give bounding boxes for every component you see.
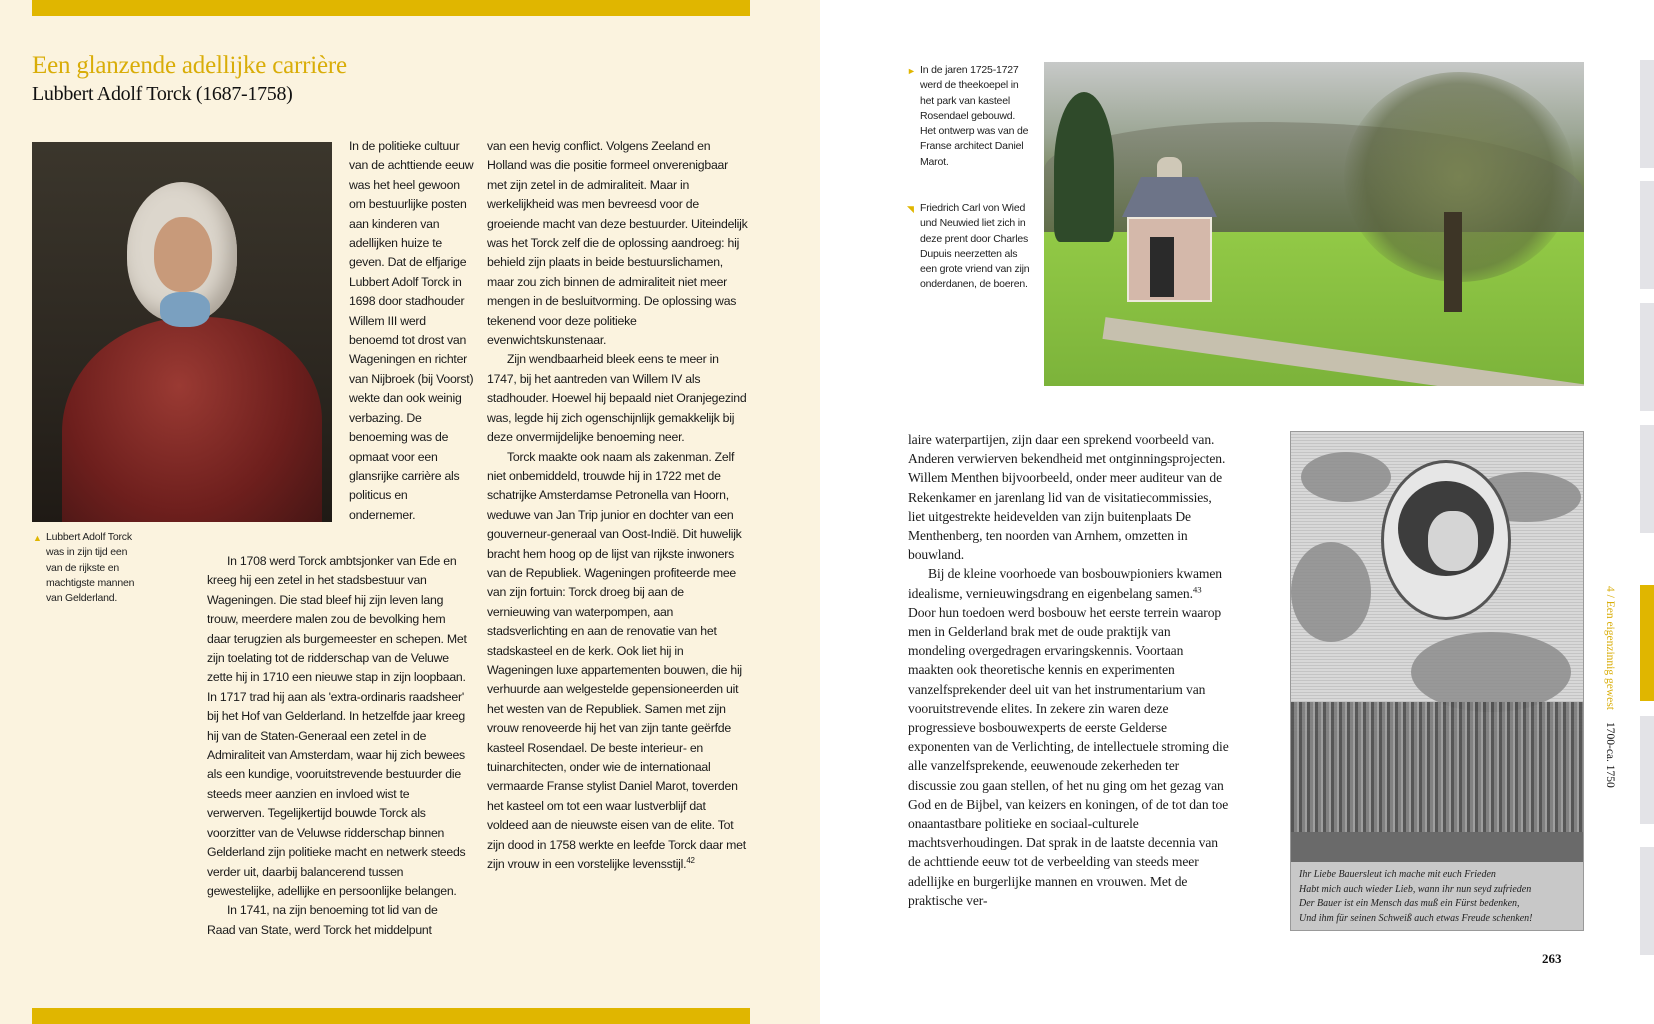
paragraph: [487, 448, 749, 875]
photo-tree-trunk: [1444, 212, 1462, 312]
paragraph: In 1741, na zijn benoeming tot lid van de Raad van State, werd Torck het middelpunt: [207, 903, 438, 937]
engraving-caption: [907, 201, 1030, 293]
top-accent-bar: [32, 0, 750, 16]
body-column-c: [487, 137, 749, 874]
paragraph: [908, 564, 1230, 910]
portrait-image: [32, 142, 332, 522]
pavilion-lantern: [1157, 157, 1182, 179]
portrait-caption: [33, 530, 146, 606]
verse-line: Der Bauer ist ein Mensch das muß ein Fürst bedenken,: [1299, 898, 1520, 909]
medallion-bust: [1428, 511, 1478, 571]
caption-arrow-down-right-icon: ◥: [907, 204, 914, 214]
running-head: [1600, 586, 1620, 886]
verse-line: Und ihm für seinen Schweiß auch etwas Freude schenken!: [1299, 912, 1533, 924]
left-page: [0, 0, 820, 1024]
chapter-tab[interactable]: [1640, 425, 1654, 533]
running-head-chapter: 4 / Een eigenzinnig gewest: [1604, 586, 1616, 710]
chapter-tab[interactable]: [1640, 716, 1654, 824]
chapter-thumb-tabs: [1640, 0, 1654, 1024]
footnote-ref[interactable]: 42: [686, 855, 695, 865]
chapter-tab[interactable]: [1640, 181, 1654, 289]
portrait-cravat: [160, 292, 210, 327]
bottom-accent-bar: [32, 1008, 750, 1024]
paragraph-text: Bij de kleine voorhoede van bosbouwpioniers kwamen idealisme, vernieuwingsdrang en eigenbelang samen.: [908, 566, 1222, 601]
engraving-cloud: [1291, 542, 1371, 642]
verse-line: Habt mich auch wieder Lieb, wann ihr nun seyd zufrieden: [1299, 883, 1532, 895]
engraving-caption-text: Friedrich Carl von Wied und Neuwied liet zich in deze prent door Charles Dupuis neerzetten als een grote vriend van zijn onderdanen, de boeren.: [920, 202, 1030, 291]
engraving-verse: [1299, 868, 1579, 926]
chapter-tab[interactable]: [1640, 847, 1654, 955]
body-column-a: [349, 137, 475, 545]
engraving-image: [1290, 431, 1584, 931]
medallion-background: [1398, 481, 1494, 576]
box-title: Een glanzende adellijke carrière: [32, 52, 347, 79]
photo-caption-text: In de jaren 1725-1727 werd de theekoepel in het park van kasteel Rosendael gebouwd. Het ontwerp was van de Franse architect Daniel Marot.: [920, 64, 1029, 168]
verse-line: Ihr Liebe Bauersleut ich mache mit euch Frieden: [1299, 869, 1496, 880]
engraving-medallion: [1381, 460, 1511, 620]
portrait-cloak: [62, 317, 322, 522]
photo-conifer: [1054, 92, 1114, 242]
body-column-right: [908, 430, 1230, 910]
paragraph: In de politieke cultuur van de achttiende eeuw was het heel gewoon om bestuurlijke posten aan kinderen van adellijken huize te geven. Dat de elfjarige Lubbert Adolf Torck in 1698 door stadhouder Willem III werd benoemd tot drost van Wageningen en richter van Nijbroek (bij Voorst) wekte dan ook weinig verbazing. De benoeming was de opmaat voor een glansrijke carrière als politicus en ondernemer.: [349, 139, 474, 522]
page-number: 263: [1542, 951, 1562, 966]
paragraph: In 1708 werd Torck ambtsjonker van Ede en kreeg hij een zetel in het stadsbestuur van Wageningen. Die stad bleef hij zijn leven lang trouw, meerdere malen zou de bevolking hem daar terugzien als burgemeester en schepen. Met zijn toelating tot de ridderschap van de Veluwe zette hij in 1710 een nieuwe stap in zijn loopbaan. In 1717 trad hij aan als 'extra-ordinaris raadsheer' bij het Hof van Gelderland. In hetzelfde jaar kreeg hij van de Staten-Generaal een zetel in de Admiraliteit van Amsterdam, waar hij zich bewees als een kundige, vooruitstrevende bestuurder die steeds meer aanzien en invloed wist te verwerven. Tegelijkertijd bouwde Torck als voorzitter van de Veluwse ridderschap binnen Gelderland zijn politieke macht en netwerk steeds verder uit, daarbij balancerend tussen gewestelijke, adellijke en persoonlijke belangen.: [207, 554, 467, 898]
photo-pavilion: [1122, 157, 1217, 307]
portrait-face: [154, 217, 212, 292]
footnote-ref[interactable]: 43: [1192, 584, 1202, 595]
paragraph: van een hevig conflict. Volgens Zeeland en Holland was die positie formeel onverenigbaar met zijn zetel in de admiraliteit. Maar in werkelijkheid was men bevreesd voor de groeiende macht van deze bestuurder. Uiteindelijk was het Torck zelf die de oplossing aandroeg: hij behield zijn plaats in beide bestuurslichamen, maar zou zich binnen de admiraliteit niet meer mengen in de besluitvorming. De oplossing was tekenend voor deze politieke evenwichtskunstenaar.: [487, 139, 748, 348]
engraving-cloud: [1411, 632, 1571, 712]
pavilion-door: [1150, 237, 1174, 297]
portrait-caption-text: Lubbert Adolf Torck was in zijn tijd een van de rijkste en machtigste mannen van Gelderland.: [46, 531, 135, 605]
paragraph-text: Torck maakte ook naam als zakenman. Zelf niet onbemiddeld, trouwde hij in 1722 met de schatrijke Amsterdamse Petronella van Hoorn, weduwe van Jan Trip junior en dochter van een gouverneur-generaal van Oost-Indië. Dit huwelijk bracht hem hoog op de lijst van rijkste inwoners van de Republiek. Wageningen profiteerde mee van zijn fortuin: Torck droeg bij aan de vernieuwing van waterpompen, aan stadsverlichting en aan de renovatie van het stadskasteel en de kerk. Ook liet hij in Wageningen luxe appartementen bouwen, die hij verhuurde aan welgestelde gepensioneerden uit het westen van de Republiek. Samen met zijn vrouw renoveerde hij het van zijn tante geërfde kasteel Rosendael. De beste interieur- en tuinarchitecten, onder wie de internationaal vermaarde Franse stylist Daniel Marot, toverden het kasteel om tot een waar lustverblijf dat voldeed aan de nieuwste eisen van de elite. Tot zijn dood in 1758 werkte en leefde Torck daar met zijn vrouw in een vorstelijke levensstijl.: [487, 449, 746, 872]
paragraph: Zijn wendbaarheid bleek eens te meer in 1747, bij het aantreden van Willem IV als stadhouder. Hoewel hij bepaald niet Oranjegezind was, legde hij zich ogenschijnlijk gemakkelijk bij deze onvermijdelijke benoeming neer.: [487, 352, 747, 445]
pavilion-roof: [1122, 177, 1217, 217]
engraving-ground: [1291, 832, 1583, 862]
box-subtitle: Lubbert Adolf Torck (1687-1758): [32, 83, 293, 105]
running-head-period: 1700-ca. 1750: [1604, 721, 1616, 788]
caption-arrow-up-icon: ▲: [33, 533, 42, 543]
paragraph-text: Door hun toedoen werd bosbouw het eerste terrein waarop men in Gelderland brak met de oude praktijk van mondeling overgedragen ervaringskennis. Voortaan maakten ook theoretische kennis en experimenten vanzelfsprekender deel uit van het instrumentarium van vooruitstrevende elites. In zekere zin waren deze progressieve bosbouwexperts de eerste Gelderse exponenten van de Verlichting, de intellectuele stroming die alle vanzelfsprekende, eeuwenoude zekerheden ter discussie zou gaan stellen, of het nu ging om het gezag van God en de Bijbel, van keizers en koningen, of de tot dan toe onaantastbare politieke en sociaal-culturele machtsverhoudingen. Dat sprak in de laatste decennia van de achttiende eeuw tot de verbeelding van steeds meer adellijke en burgerlijke mannen en vrouwen. Met de praktische ver-: [908, 604, 1229, 908]
engraving-crowd: [1291, 702, 1583, 852]
engraving-cloud: [1301, 452, 1391, 502]
tea-pavilion-photo: [1044, 62, 1584, 386]
chapter-tab[interactable]: [1640, 303, 1654, 411]
chapter-tab[interactable]: [1640, 60, 1654, 168]
caption-arrow-right-icon: ►: [907, 66, 916, 76]
paragraph: laire waterpartijen, zijn daar een sprekend voorbeeld van. Anderen verwierven bekendheid met ontginningsprojecten. Willem Menthen bijvoorbeeld, onder meer auditeur van de Rekenkamer en jarenlang lid van de visitatiecommissies, liet uitgestrekte heidevelden van zijn buitenplaats De Menthenberg, ten noorden van Arnhem, omzetten in bouwland.: [908, 432, 1226, 563]
chapter-tab-active[interactable]: [1640, 585, 1654, 701]
photo-caption: [907, 63, 1030, 170]
body-column-b: [207, 552, 469, 940]
